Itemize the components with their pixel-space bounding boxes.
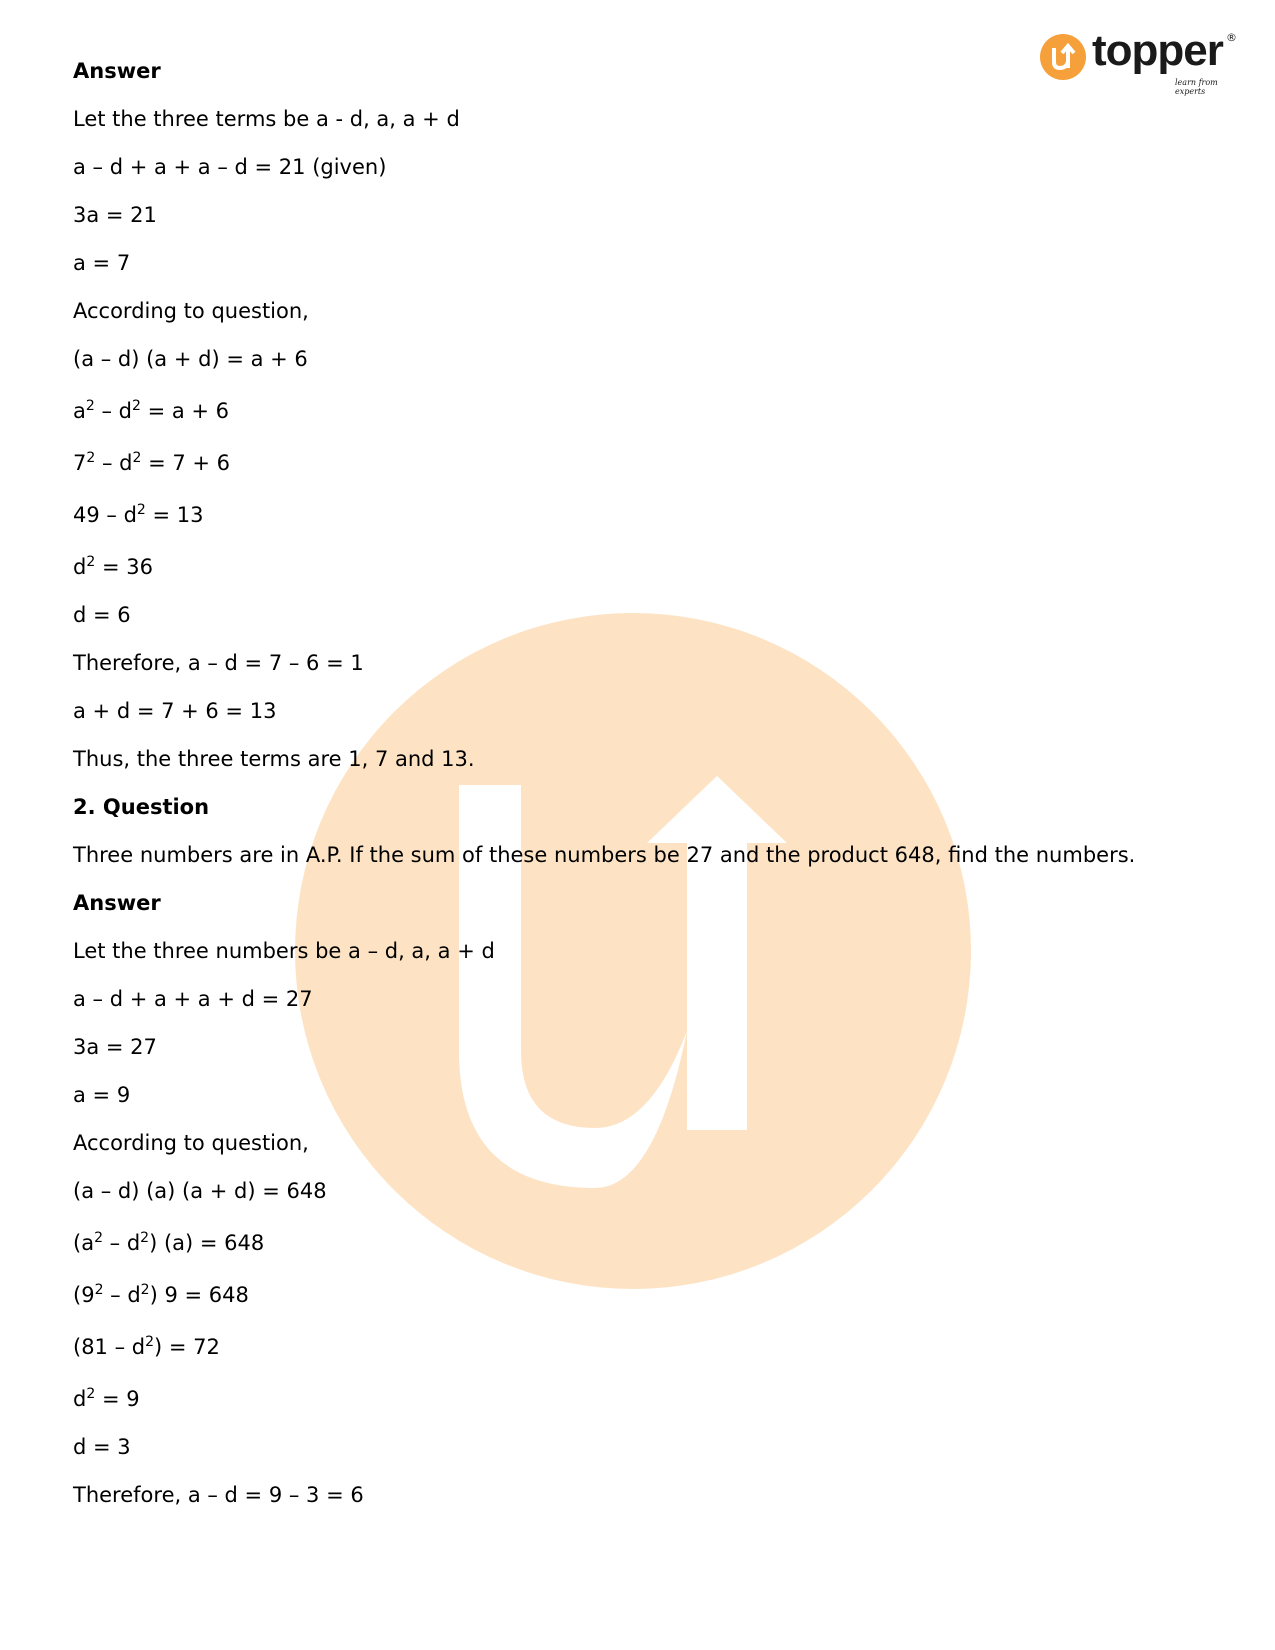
text-line: a = 7 bbox=[73, 251, 131, 275]
text-line: $(a^2 - d^2) (a) = 648$ bbox=[73, 1230, 265, 1255]
text-line: (a – d) (a) (a + d) = 648 bbox=[73, 1179, 327, 1203]
text-line: $a^2 - d^2 = a + 6$ bbox=[73, 398, 230, 423]
section-heading: 2. Question bbox=[73, 795, 210, 819]
text-line: 3a = 21 bbox=[73, 203, 157, 227]
text-line: 3a = 27 bbox=[73, 1035, 157, 1059]
text-line: d = 6 bbox=[73, 603, 131, 627]
text-line: d = 3 bbox=[73, 1435, 131, 1459]
section-heading: Answer bbox=[73, 891, 161, 915]
logo-tagline: learn from experts bbox=[1175, 78, 1218, 96]
topper-logo-icon bbox=[1040, 34, 1086, 80]
text-line: (a – d) (a + d) = a + 6 bbox=[73, 347, 308, 371]
text-line: Let the three numbers be a – d, a, a + d bbox=[73, 939, 495, 963]
logo-wordmark: topper bbox=[1092, 26, 1223, 75]
text-line: According to question, bbox=[73, 1131, 309, 1155]
text-line: $49 - d^2 = 13$ bbox=[73, 502, 204, 527]
text-line: According to question, bbox=[73, 299, 309, 323]
text-line: Therefore, a – d = 9 – 3 = 6 bbox=[73, 1483, 364, 1507]
text-line: $(81 - d^2) = 72$ bbox=[73, 1334, 220, 1359]
text-line: $d^2 = 36$ bbox=[73, 554, 153, 579]
topper-logo bbox=[1040, 26, 1240, 96]
text-line: $7^2 - d^2 = 7 + 6$ bbox=[73, 450, 231, 475]
registered-mark: ® bbox=[1226, 31, 1237, 44]
text-line: Therefore, a – d = 7 – 6 = 1 bbox=[73, 651, 364, 675]
text-line: $(9^2 - d^2) 9 = 648$ bbox=[73, 1282, 249, 1307]
text-line: a = 9 bbox=[73, 1083, 131, 1107]
section-heading: Answer bbox=[73, 59, 161, 83]
text-line: Three numbers are in A.P. If the sum of these numbers be 27 and the product 648, find the numbers. bbox=[73, 843, 1136, 867]
text-line: a – d + a + a – d = 21 (given) bbox=[73, 155, 387, 179]
text-line: a + d = 7 + 6 = 13 bbox=[73, 699, 277, 723]
text-line: $d^2 = 9$ bbox=[73, 1386, 140, 1411]
text-line: a – d + a + a + d = 27 bbox=[73, 987, 313, 1011]
text-line: Thus, the three terms are 1, 7 and 13. bbox=[73, 747, 475, 771]
text-line: Let the three terms be a - d, a, a + d bbox=[73, 107, 460, 131]
